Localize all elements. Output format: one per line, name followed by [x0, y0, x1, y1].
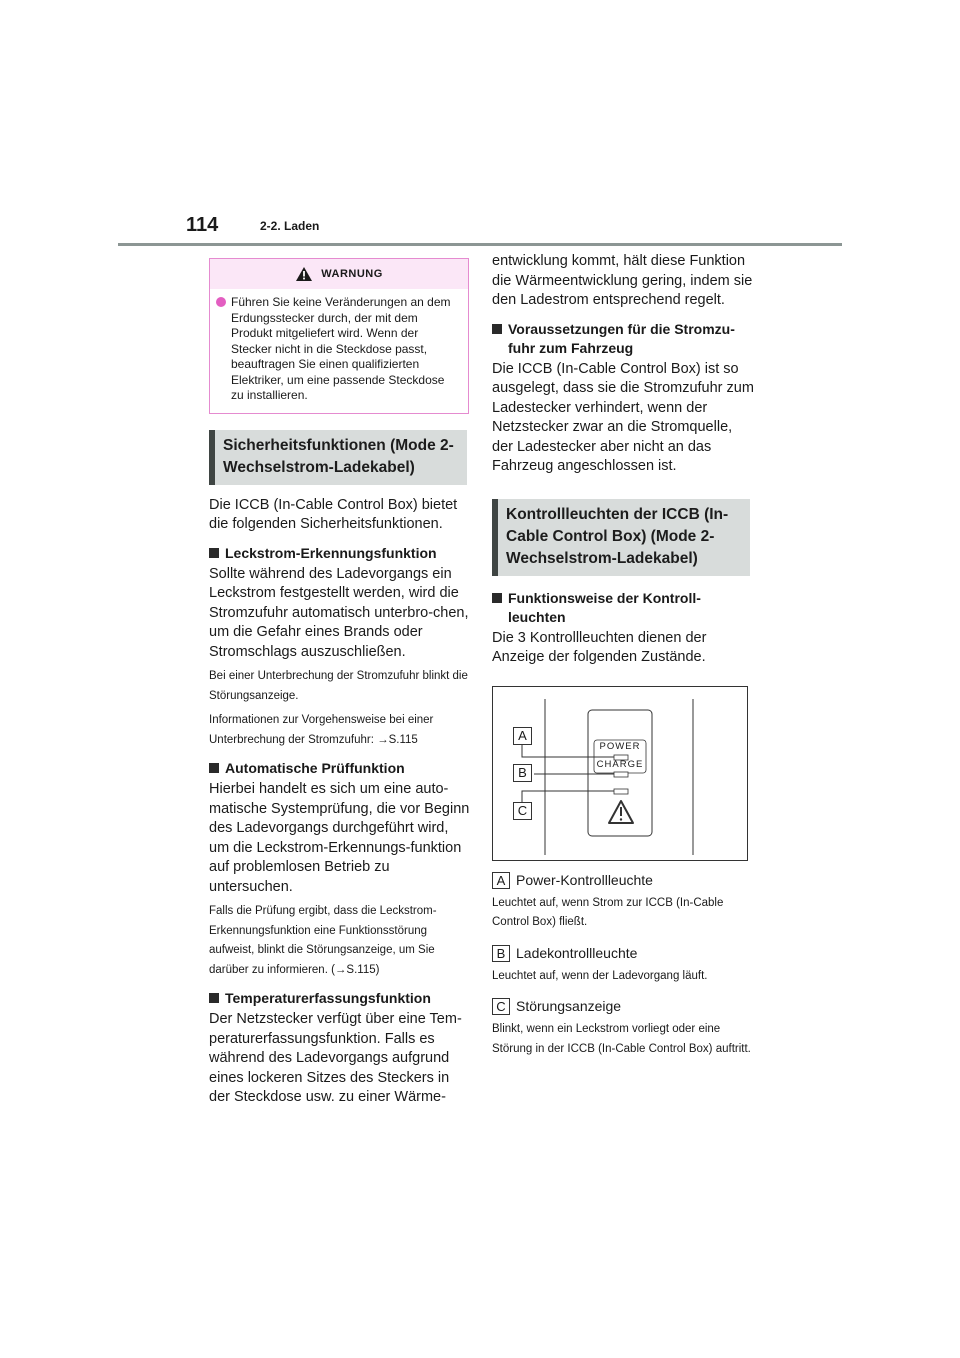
left-column [209, 258, 471, 1108]
legend-label: Störungsanzeige [516, 998, 622, 1014]
leak-title: Leckstrom-Erkennungsfunktion [225, 544, 437, 561]
legend-item-fault [492, 997, 754, 1016]
selftest-subheading [209, 759, 471, 778]
bullet-icon [216, 297, 226, 307]
legend-item-power [492, 871, 754, 890]
temp-title: Temperaturerfassungsfunktion [225, 990, 431, 1006]
supply-text: Die ICCB (In-Cable Control Box) ist so ausgelegt, dass sie die Stromzufuhr zum Ladestecker verhindert, wenn der Netzstecker zwar an die Stromquelle, der Ladestecker aber nicht an das Fahrzeug angeschlossen ist. [492, 360, 754, 474]
callout-a: A [513, 727, 532, 745]
safety-heading: Sicherheitsfunktionen (Mode 2-Wechselstrom-Ladekabel) [209, 430, 467, 485]
callout-b: B [513, 764, 532, 782]
safety-intro: Die ICCB (In-Cable Control Box) bietet die folgenden Sicherheitsfunktionen. [209, 496, 458, 532]
leak-note-2: Informationen zur Vorgehensweise bei einer Unterbrechung der Stromzufuhr: →S.115 [209, 714, 434, 746]
legend-description: Leuchtet auf, wenn der Ladevorgang läuft. [492, 969, 708, 982]
function-text: Die 3 Kontrollleuchten dienen der Anzeige der folgenden Zustände. [492, 629, 707, 665]
square-bullet-icon [209, 548, 219, 558]
section-title: 2-2. Laden [260, 219, 320, 233]
iccb-diagram [492, 686, 748, 861]
warning-body [210, 289, 468, 413]
warning-triangle-icon [295, 266, 313, 282]
leak-note-1: Bei einer Unterbrechung der Stromzufuhr blinkt die Störungsanzeige. [209, 670, 468, 702]
callout-c: C [513, 802, 532, 820]
selftest-title: Automatische Prüffunktion [225, 760, 405, 776]
warning-text: Führen Sie keine Veränderungen an dem Erdungsstecker durch, der mit dem Produkt mitgeliefert wird. Wenn der Stecker nicht in die Steckdose passt, beauftragen Sie einen qualifizierten Elektriker, um eine passende Steckdose zu installieren. [231, 295, 451, 402]
lights-heading: Kontrollleuchten der ICCB (In-Cable Control Box) (Mode 2-Wechselstrom-Ladekabel) [492, 499, 750, 576]
selftest-note: Falls die Prüfung ergibt, dass die Leckstrom-Erkennungsfunktion eine Funktionsstörung aufweist, blinkt die Störungsanzeige, um Sie darüber zu informieren. (→S.115) [209, 905, 437, 976]
legend-label: Power-Kontrollleuchte [516, 871, 653, 888]
charge-label: CHARGE [596, 758, 644, 770]
legend-item-charge [492, 944, 754, 963]
warning-header [210, 259, 468, 289]
legend-badge: C [492, 998, 510, 1015]
function-subheading [492, 589, 754, 627]
page-number: 114 [186, 214, 219, 236]
function-title: Funktionsweise der Kontroll-leuchten [508, 589, 701, 625]
right-column [492, 252, 754, 1059]
power-label: POWER [599, 740, 641, 752]
square-bullet-icon [492, 593, 502, 603]
legend-label: Ladekontrollleuchte [516, 944, 638, 961]
square-bullet-icon [209, 763, 219, 773]
legend-badge: A [492, 872, 510, 889]
legend-description: Blinkt, wenn ein Leckstrom vorliegt oder eine Störung in der ICCB (In-Cable Control Box) auftritt. [492, 1023, 751, 1055]
temp-subheading [209, 989, 471, 1008]
selftest-text: Hierbei handelt es sich um eine auto-matische Systemprüfung, die vor Beginn des Ladevorgangs durchgeführt wird, um die Leckstrom-Erkennungs-funktion auf problemlosen Betrieb zu untersuchen. [209, 781, 470, 895]
temp-text: Der Netzstecker verfügt über eine Tem-peraturerfassungsfunktion. Falls es während des Ladevorgangs aufgrund eines lockeren Sitzes des Steckers in der Steckdose usw. zu einer Wärme- [209, 1011, 462, 1105]
square-bullet-icon [209, 993, 219, 1003]
leak-text: Sollte während des Ladevorgangs ein Leckstrom festgestellt werden, wird die Stromzufuhr automatisch unterbro-chen, um die Gefahr eines Brands oder Stromschlags auszuschließen. [209, 565, 469, 660]
legend-badge: B [492, 945, 510, 962]
supply-subheading [492, 320, 754, 358]
square-bullet-icon [492, 324, 502, 334]
temp-text-continued: entwicklung kommt, hält diese Funktion die Wärmeentwicklung gering, indem sie den Ladestrom entsprechend regelt. [492, 253, 753, 308]
leak-subheading [209, 544, 471, 563]
header-divider [118, 243, 842, 246]
legend-description: Leuchtet auf, wenn Strom zur ICCB (In-Cable Control Box) fließt. [492, 896, 724, 928]
supply-title: Voraussetzungen für die Stromzu-fuhr zum Fahrzeug [508, 320, 735, 356]
warning-box [209, 258, 469, 414]
warning-title: WARNUNG [321, 268, 383, 280]
